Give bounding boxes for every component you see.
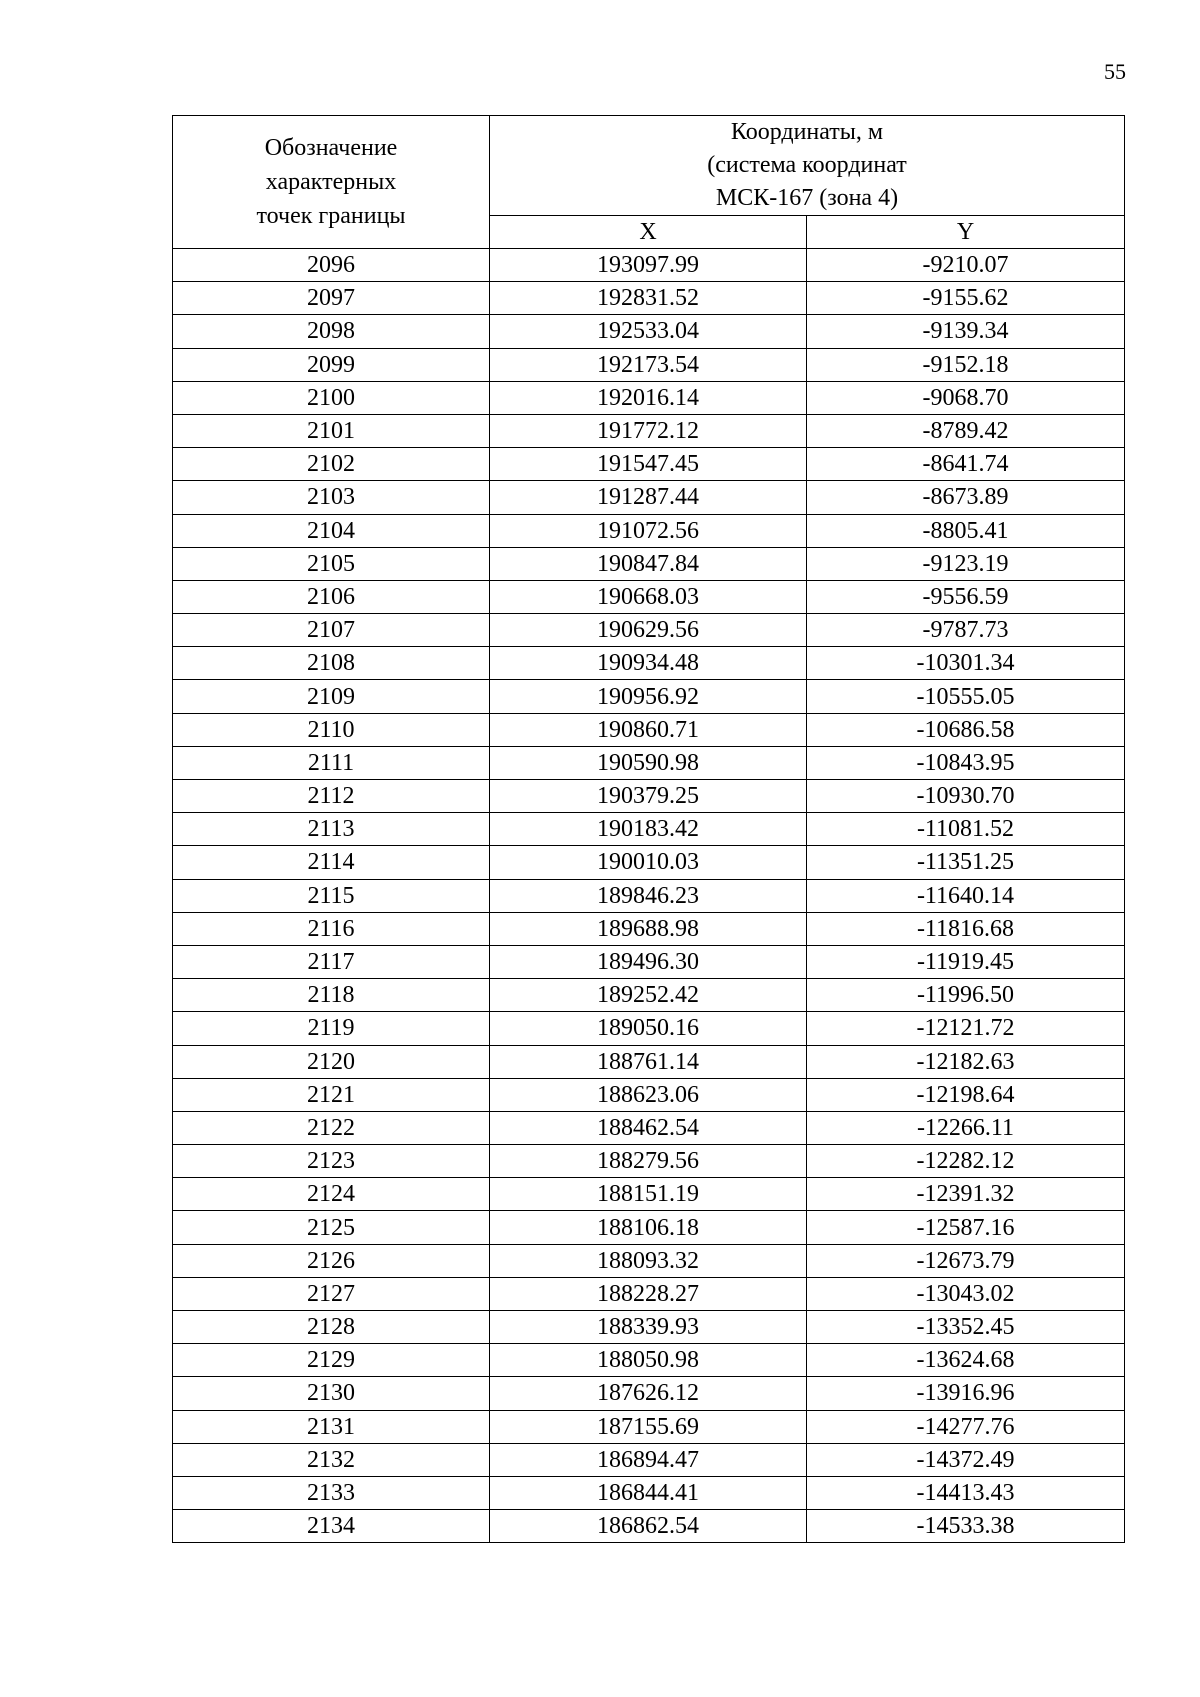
table-row bbox=[173, 315, 1125, 348]
y-coordinate-cell: -8641.74 bbox=[807, 448, 1125, 481]
point-id-cell: 2117 bbox=[173, 945, 490, 978]
point-header-line: характерных bbox=[265, 169, 397, 195]
point-id-cell: 2110 bbox=[173, 713, 490, 746]
x-coordinate-cell: 191072.56 bbox=[490, 514, 807, 547]
point-id-cell: 2107 bbox=[173, 614, 490, 647]
point-id-cell: 2098 bbox=[173, 315, 490, 348]
y-coordinate-cell: -10843.95 bbox=[807, 746, 1125, 779]
point-id-cell: 2115 bbox=[173, 879, 490, 912]
y-coordinate-cell: -9210.07 bbox=[807, 249, 1125, 282]
y-coordinate-cell: -10555.05 bbox=[807, 680, 1125, 713]
y-coordinate-cell: -8805.41 bbox=[807, 514, 1125, 547]
table-row bbox=[173, 1244, 1125, 1277]
table-row bbox=[173, 1012, 1125, 1045]
x-coordinate-cell: 188228.27 bbox=[490, 1277, 807, 1310]
table-row bbox=[173, 381, 1125, 414]
x-coordinate-cell: 190860.71 bbox=[490, 713, 807, 746]
coordinates-header bbox=[490, 116, 1125, 216]
table-header bbox=[173, 116, 1125, 249]
y-coordinate-cell: -9556.59 bbox=[807, 580, 1125, 613]
y-coordinate-cell: -9155.62 bbox=[807, 282, 1125, 315]
x-coordinate-cell: 186862.54 bbox=[490, 1510, 807, 1543]
y-coordinate-cell: -12266.11 bbox=[807, 1111, 1125, 1144]
x-coordinate-cell: 190956.92 bbox=[490, 680, 807, 713]
table-row bbox=[173, 1510, 1125, 1543]
y-coordinate-cell: -9152.18 bbox=[807, 348, 1125, 381]
y-coordinate-cell: -13352.45 bbox=[807, 1311, 1125, 1344]
table-row bbox=[173, 1045, 1125, 1078]
x-coordinate-cell: 192016.14 bbox=[490, 381, 807, 414]
table-row bbox=[173, 481, 1125, 514]
table-row bbox=[173, 945, 1125, 978]
point-id-cell: 2108 bbox=[173, 647, 490, 680]
point-header-line: точек границы bbox=[256, 203, 406, 229]
x-coordinate-cell: 188462.54 bbox=[490, 1111, 807, 1144]
table-row bbox=[173, 1145, 1125, 1178]
table-row bbox=[173, 414, 1125, 447]
table-row bbox=[173, 1410, 1125, 1443]
y-coordinate-cell: -13043.02 bbox=[807, 1277, 1125, 1310]
x-coordinate-cell: 190668.03 bbox=[490, 580, 807, 613]
table-row bbox=[173, 1443, 1125, 1476]
y-coordinate-cell: -10301.34 bbox=[807, 647, 1125, 680]
table-row bbox=[173, 713, 1125, 746]
x-coordinate-cell: 189050.16 bbox=[490, 1012, 807, 1045]
x-coordinate-cell: 188151.19 bbox=[490, 1178, 807, 1211]
point-designation-header bbox=[173, 116, 490, 249]
table-row bbox=[173, 680, 1125, 713]
y-coordinate-cell: -11081.52 bbox=[807, 813, 1125, 846]
y-coordinate-cell: -12282.12 bbox=[807, 1145, 1125, 1178]
point-id-cell: 2109 bbox=[173, 680, 490, 713]
point-id-cell: 2124 bbox=[173, 1178, 490, 1211]
x-coordinate-cell: 187155.69 bbox=[490, 1410, 807, 1443]
y-coordinate-cell: -8789.42 bbox=[807, 414, 1125, 447]
table-row bbox=[173, 448, 1125, 481]
y-coordinate-cell: -12121.72 bbox=[807, 1012, 1125, 1045]
x-coordinate-cell: 189252.42 bbox=[490, 979, 807, 1012]
table-row bbox=[173, 614, 1125, 647]
x-coordinate-cell: 187626.12 bbox=[490, 1377, 807, 1410]
point-id-cell: 2125 bbox=[173, 1211, 490, 1244]
point-id-cell: 2101 bbox=[173, 414, 490, 447]
point-header-line: Обозначение bbox=[264, 135, 398, 161]
page-number: 55 bbox=[1104, 59, 1126, 84]
table-row bbox=[173, 1311, 1125, 1344]
point-id-cell: 2114 bbox=[173, 846, 490, 879]
x-coordinate-cell: 192831.52 bbox=[490, 282, 807, 315]
x-coordinate-cell: 190183.42 bbox=[490, 813, 807, 846]
x-coordinate-cell: 188339.93 bbox=[490, 1311, 807, 1344]
table-row bbox=[173, 1178, 1125, 1211]
x-coordinate-cell: 189688.98 bbox=[490, 912, 807, 945]
y-coordinate-cell: -8673.89 bbox=[807, 481, 1125, 514]
point-id-cell: 2111 bbox=[173, 746, 490, 779]
coords-header-line: (система координат bbox=[707, 152, 907, 178]
y-coordinate-cell: -12182.63 bbox=[807, 1045, 1125, 1078]
table-row bbox=[173, 912, 1125, 945]
x-coordinate-cell: 188761.14 bbox=[490, 1045, 807, 1078]
point-id-cell: 2120 bbox=[173, 1045, 490, 1078]
point-id-cell: 2131 bbox=[173, 1410, 490, 1443]
x-coordinate-cell: 190934.48 bbox=[490, 647, 807, 680]
point-id-cell: 2133 bbox=[173, 1476, 490, 1509]
table-row bbox=[173, 846, 1125, 879]
table-row bbox=[173, 1211, 1125, 1244]
x-coordinate-cell: 190629.56 bbox=[490, 614, 807, 647]
y-coordinate-cell: -10930.70 bbox=[807, 780, 1125, 813]
table-row bbox=[173, 1111, 1125, 1144]
point-id-cell: 2130 bbox=[173, 1377, 490, 1410]
point-id-cell: 2104 bbox=[173, 514, 490, 547]
y-coordinate-cell: -11816.68 bbox=[807, 912, 1125, 945]
x-coordinate-cell: 188623.06 bbox=[490, 1078, 807, 1111]
y-coordinate-cell: -9787.73 bbox=[807, 614, 1125, 647]
y-coordinate-cell: -11351.25 bbox=[807, 846, 1125, 879]
y-column-header: Y bbox=[807, 216, 1125, 249]
x-coordinate-cell: 186894.47 bbox=[490, 1443, 807, 1476]
x-coordinate-cell: 191772.12 bbox=[490, 414, 807, 447]
y-coordinate-cell: -11919.45 bbox=[807, 945, 1125, 978]
y-coordinate-cell: -10686.58 bbox=[807, 713, 1125, 746]
y-coordinate-cell: -12587.16 bbox=[807, 1211, 1125, 1244]
point-id-cell: 2105 bbox=[173, 547, 490, 580]
x-coordinate-cell: 188093.32 bbox=[490, 1244, 807, 1277]
table-row bbox=[173, 282, 1125, 315]
table-row bbox=[173, 1277, 1125, 1310]
table-row bbox=[173, 1344, 1125, 1377]
table-row bbox=[173, 746, 1125, 779]
x-column-header: X bbox=[490, 216, 807, 249]
table-row bbox=[173, 1476, 1125, 1509]
point-id-cell: 2118 bbox=[173, 979, 490, 1012]
coords-header-line: МСК-167 (зона 4) bbox=[715, 185, 899, 211]
point-id-cell: 2112 bbox=[173, 780, 490, 813]
y-coordinate-cell: -14277.76 bbox=[807, 1410, 1125, 1443]
point-id-cell: 2103 bbox=[173, 481, 490, 514]
point-id-cell: 2113 bbox=[173, 813, 490, 846]
x-coordinate-cell: 191547.45 bbox=[490, 448, 807, 481]
coordinates-table bbox=[172, 115, 1125, 1543]
table-row bbox=[173, 780, 1125, 813]
table-row bbox=[173, 514, 1125, 547]
y-coordinate-cell: -11996.50 bbox=[807, 979, 1125, 1012]
table-row bbox=[173, 249, 1125, 282]
table-row bbox=[173, 979, 1125, 1012]
y-coordinate-cell: -12391.32 bbox=[807, 1178, 1125, 1211]
point-id-cell: 2102 bbox=[173, 448, 490, 481]
point-id-cell: 2128 bbox=[173, 1311, 490, 1344]
x-coordinate-cell: 186844.41 bbox=[490, 1476, 807, 1509]
point-id-cell: 2134 bbox=[173, 1510, 490, 1543]
point-id-cell: 2132 bbox=[173, 1443, 490, 1476]
x-coordinate-cell: 189846.23 bbox=[490, 879, 807, 912]
y-coordinate-cell: -14372.49 bbox=[807, 1443, 1125, 1476]
y-coordinate-cell: -9068.70 bbox=[807, 381, 1125, 414]
x-coordinate-cell: 190590.98 bbox=[490, 746, 807, 779]
y-coordinate-cell: -9123.19 bbox=[807, 547, 1125, 580]
table-row bbox=[173, 1078, 1125, 1111]
y-coordinate-cell: -12673.79 bbox=[807, 1244, 1125, 1277]
point-id-cell: 2123 bbox=[173, 1145, 490, 1178]
point-id-cell: 2126 bbox=[173, 1244, 490, 1277]
x-coordinate-cell: 192533.04 bbox=[490, 315, 807, 348]
point-id-cell: 2100 bbox=[173, 381, 490, 414]
coords-header-line: Координаты, м bbox=[730, 119, 884, 145]
y-coordinate-cell: -13624.68 bbox=[807, 1344, 1125, 1377]
point-id-cell: 2127 bbox=[173, 1277, 490, 1310]
point-id-cell: 2116 bbox=[173, 912, 490, 945]
x-coordinate-cell: 191287.44 bbox=[490, 481, 807, 514]
x-coordinate-cell: 193097.99 bbox=[490, 249, 807, 282]
point-id-cell: 2099 bbox=[173, 348, 490, 381]
table-row bbox=[173, 879, 1125, 912]
y-coordinate-cell: -13916.96 bbox=[807, 1377, 1125, 1410]
table-row bbox=[173, 580, 1125, 613]
point-id-cell: 2096 bbox=[173, 249, 490, 282]
point-id-cell: 2121 bbox=[173, 1078, 490, 1111]
point-id-cell: 2106 bbox=[173, 580, 490, 613]
y-coordinate-cell: -14413.43 bbox=[807, 1476, 1125, 1509]
table-row bbox=[173, 1377, 1125, 1410]
table-row bbox=[173, 547, 1125, 580]
point-id-cell: 2119 bbox=[173, 1012, 490, 1045]
point-id-cell: 2129 bbox=[173, 1344, 490, 1377]
point-id-cell: 2097 bbox=[173, 282, 490, 315]
table-row bbox=[173, 647, 1125, 680]
x-coordinate-cell: 189496.30 bbox=[490, 945, 807, 978]
x-coordinate-cell: 188050.98 bbox=[490, 1344, 807, 1377]
x-coordinate-cell: 188106.18 bbox=[490, 1211, 807, 1244]
x-coordinate-cell: 190847.84 bbox=[490, 547, 807, 580]
x-coordinate-cell: 190379.25 bbox=[490, 780, 807, 813]
x-coordinate-cell: 192173.54 bbox=[490, 348, 807, 381]
y-coordinate-cell: -11640.14 bbox=[807, 879, 1125, 912]
point-id-cell: 2122 bbox=[173, 1111, 490, 1144]
y-coordinate-cell: -14533.38 bbox=[807, 1510, 1125, 1543]
x-coordinate-cell: 188279.56 bbox=[490, 1145, 807, 1178]
table-row bbox=[173, 348, 1125, 381]
table-row bbox=[173, 813, 1125, 846]
y-coordinate-cell: -12198.64 bbox=[807, 1078, 1125, 1111]
y-coordinate-cell: -9139.34 bbox=[807, 315, 1125, 348]
table-body bbox=[173, 249, 1125, 1543]
x-coordinate-cell: 190010.03 bbox=[490, 846, 807, 879]
